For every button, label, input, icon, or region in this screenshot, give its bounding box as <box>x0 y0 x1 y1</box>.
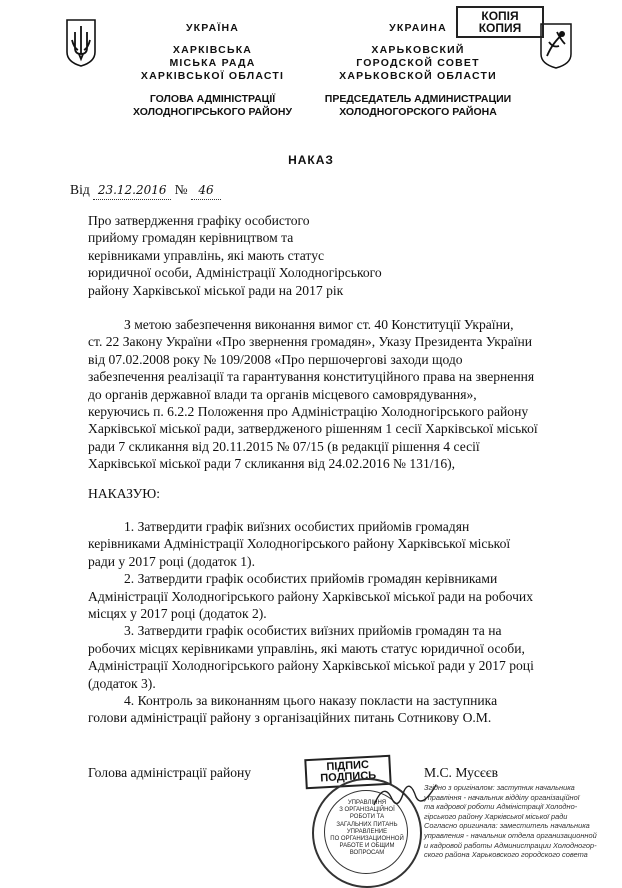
preamble-line: керуючись п. 6.2.2 Положення про Адміністрацію Холодногірського району <box>88 404 529 420</box>
header-right-council-1: ХАРЬКОВСКИЙ <box>371 44 465 56</box>
preamble-line: ст. 22 Закону України «Про звернення громадян», Указу Президента України <box>88 334 533 350</box>
round-stamp-line: РАБОТЕ И ОБЩИМ <box>339 843 395 850</box>
header-right-council-2: ГОРОДСКОЙ СОВЕТ <box>356 57 480 69</box>
header-left-council-3: ХАРКІВСЬКОЇ ОБЛАСТІ <box>140 70 285 82</box>
item-line: ради у 2017 році (додаток 1). <box>88 553 255 569</box>
signature-stamp-line1: ПІДПИС <box>326 758 370 774</box>
subject-block <box>88 212 418 299</box>
list-item <box>88 518 578 570</box>
order-word: НАКАЗУЮ: <box>88 486 161 501</box>
copy-stamp-line1: КОПІЯ <box>481 9 519 23</box>
certification-line: Згідно з оригіналом: заступник начальника <box>424 783 575 792</box>
item-line: місцях у 2017 році (додаток 2). <box>88 606 267 622</box>
header-left-head-2: ХОЛОДНОГІРСЬКОГО РАЙОНУ <box>133 106 292 118</box>
header-right-country: УКРАИНА <box>389 22 447 34</box>
round-stamp-line: ПО ОРГАНИЗАЦИОННОЙ <box>330 836 404 843</box>
round-stamp-line: З ОРГАНІЗАЦІЙНОЇ <box>339 807 395 814</box>
signature-title: Голова адміністрації району <box>88 765 252 780</box>
round-stamp-line: РОБОТИ ТА <box>349 814 385 821</box>
signature-stamp-line2: ПОДПИСЬ <box>320 769 377 785</box>
number-prefix: № <box>174 182 188 197</box>
preamble-line: З метою забезпечення виконання вимог ст. 40 Конституції України, <box>124 317 514 332</box>
item-line: Адміністрації Холодногірського району Харківської міської ради на робочих <box>88 588 533 604</box>
date-value: 23.12.2016 <box>93 182 171 200</box>
preamble-line: Харківської міської ради 7 скликання від 24.02.2016 № 131/16), <box>88 456 456 472</box>
certification-line: ского района Харьковского городского совета <box>424 850 588 860</box>
list-item <box>88 622 578 692</box>
item-line: голови адміністрації району з організаційних питань Сотникову О.М. <box>88 710 492 726</box>
certification-line: та кадрової роботи Адміністрації Холодно- <box>424 802 578 812</box>
date-number-line <box>70 181 221 200</box>
subject-line: Про затвердження графіку особистого <box>88 213 310 228</box>
subject-line: юридичної особи, Адміністрації Холодногірського <box>88 265 382 281</box>
header-left-head-1: ГОЛОВА АДМІНІСТРАЦІЇ <box>149 93 276 105</box>
item-line: 1. Затвердити графік виїзних особистих прийомів громадян <box>124 519 470 534</box>
header-right-head-1: ПРЕДСЕДАТЕЛЬ АДМИНИСТРАЦИИ <box>324 93 512 105</box>
round-stamp-line: УПРАВЛЕНИЕ <box>346 828 388 835</box>
header-left-council-2: МІСЬКА РАДА <box>169 57 256 69</box>
list-item <box>88 692 578 727</box>
round-stamp-line: ВОПРОСАМ <box>349 850 385 857</box>
copy-stamp <box>456 6 544 38</box>
order-items <box>88 518 578 727</box>
round-stamp-line: ЗАГАЛЬНИХ ПИТАНЬ <box>336 821 398 828</box>
item-line: 4. Контроль за виконанням цього наказу покласти на заступника <box>124 693 498 709</box>
certification-line: и кадровой работы Администрации Холодногор- <box>424 840 597 850</box>
signature-name: М.С. Мусєєв <box>424 765 499 780</box>
preamble-line: забезпечення реалізації та гарантування конституційного права на звернення <box>88 369 535 385</box>
list-item <box>88 570 578 622</box>
header-right-head-2: ХОЛОДНОГОРСКОГО РАЙОНА <box>339 106 497 118</box>
preamble-line: ради 7 скликання від 20.11.2015 № 07/15 (в редакції рішення 4 сесії <box>88 438 480 454</box>
date-prefix: Від <box>70 182 90 197</box>
kharkiv-city-emblem-icon <box>539 22 573 70</box>
item-line: (додаток 3). <box>88 675 156 691</box>
subject-line: прийому громадян керівництвом та <box>88 230 294 246</box>
item-line: робочих місцях керівниками управлінь, які мають статус юридичної особи, <box>88 640 525 656</box>
certification-line: управління - начальник відділу організаційної <box>424 792 580 802</box>
subject-line: району Харківської міської ради на 2017 рік <box>88 282 344 298</box>
coat-of-arms-ukraine-icon <box>64 18 98 68</box>
preamble-block <box>88 316 578 473</box>
round-stamp-line: УПРАВЛІННЯ <box>347 800 387 806</box>
preamble-line: до органів державної влади та органів місцевого самоврядування», <box>88 386 477 402</box>
certification-line: Согласно оригинала: заместитель начальника <box>424 821 590 831</box>
item-line: керівниками Адміністрації Холодногірського району Харківської міської <box>88 536 511 552</box>
item-line: Адміністрації Холодногірського району Харківської міської ради у 2017 році <box>88 658 534 674</box>
certification-stamp <box>424 783 616 860</box>
item-line: 2. Затвердити графік особистих прийомів громадян керівниками <box>124 571 498 587</box>
header-right-council-3: ХАРЬКОВСКОЙ ОБЛАСТИ <box>339 70 497 82</box>
number-value: 46 <box>191 182 221 200</box>
copy-stamp-line2: КОПИЯ <box>478 21 522 35</box>
document-type-title: НАКАЗ <box>288 153 334 167</box>
subject-line: керівниками управлінь, які мають статус <box>88 247 325 263</box>
header-left-country: УКРАЇНА <box>185 22 240 34</box>
preamble-line: Харківської міської ради, затвердженого рішенням 1 сесії Харківської міської <box>88 421 538 437</box>
certification-line: гірського району Харківської міської ради <box>424 811 568 821</box>
header-left-council-1: ХАРКІВСЬКА <box>172 44 253 56</box>
certification-line: управления - начальник отдела организационной <box>424 830 597 840</box>
preamble-line: від 07.02.2008 року № 109/2008 «Про першочергові заходи щодо <box>88 351 463 367</box>
item-line: 3. Затвердити графік особистих виїзних прийомів громадян та на <box>124 623 502 639</box>
